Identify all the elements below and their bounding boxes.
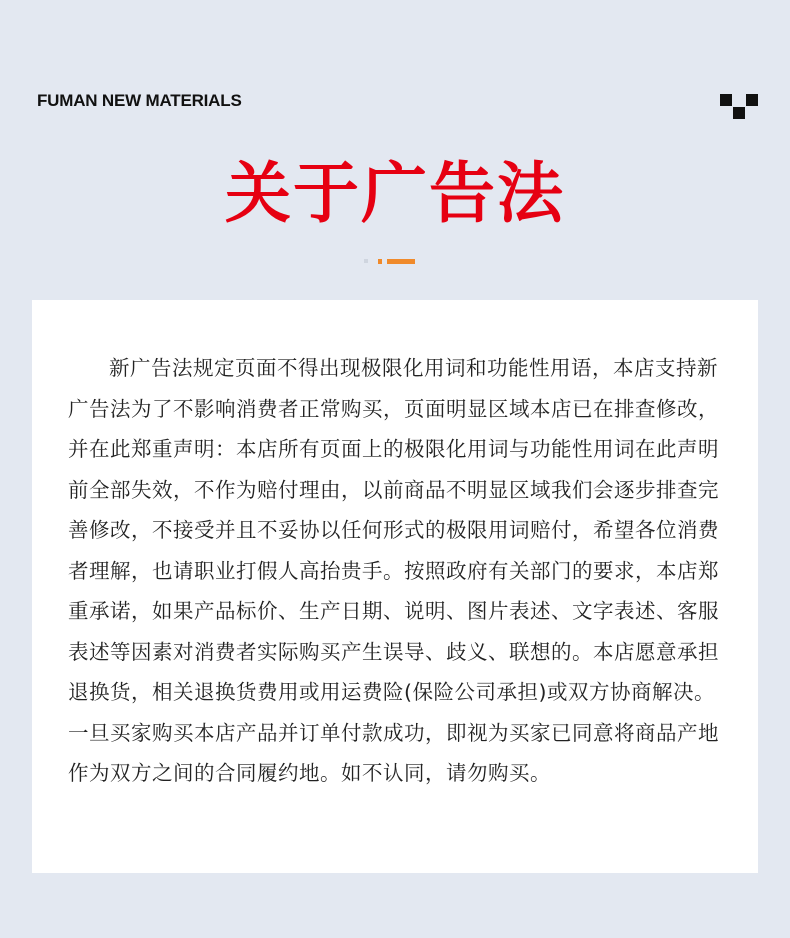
checker-logo-icon xyxy=(720,94,758,120)
checker-square xyxy=(720,94,732,106)
checker-square xyxy=(746,94,758,106)
brand-name: FUMAN NEW MATERIALS xyxy=(37,91,242,110)
decorative-dot xyxy=(364,259,368,263)
page-title: 关于广告法 xyxy=(225,155,565,232)
checker-square xyxy=(733,107,745,119)
decorative-tick xyxy=(378,259,382,264)
decorative-underline xyxy=(387,259,415,264)
notice-paragraph: 新广告法规定页面不得出现极限化用词和功能性用语，本店支持新广告法为了不影响消费者正常购买，页面明显区域本店已在排查修改，并在此郑重声明：本店所有页面上的极限化用词与功能性用词在此声明前全部失效，不作为赔付理由，以前商品不明显区域我们会逐步排查完善修改，不接受并且不妥协以任何形式的极限用词赔付，希望各位消费者理解，也请职业打假人高抬贵手。按照政府有关部门的要求，本店郑重承诺，如果产品标价、生产日期、说明、图片表述、文字表述、客服表述等因素对消费者实际购买产生误导、歧义、联想的。本店愿意承担退换货，相关退换货费用或用运费险(保险公司承担)或双方协商解决。一旦买家购买本店产品并订单付款成功，即视为买家已同意将商品产地作为双方之间的合同履约地。如不认同，请勿购买。 xyxy=(68,356,719,785)
